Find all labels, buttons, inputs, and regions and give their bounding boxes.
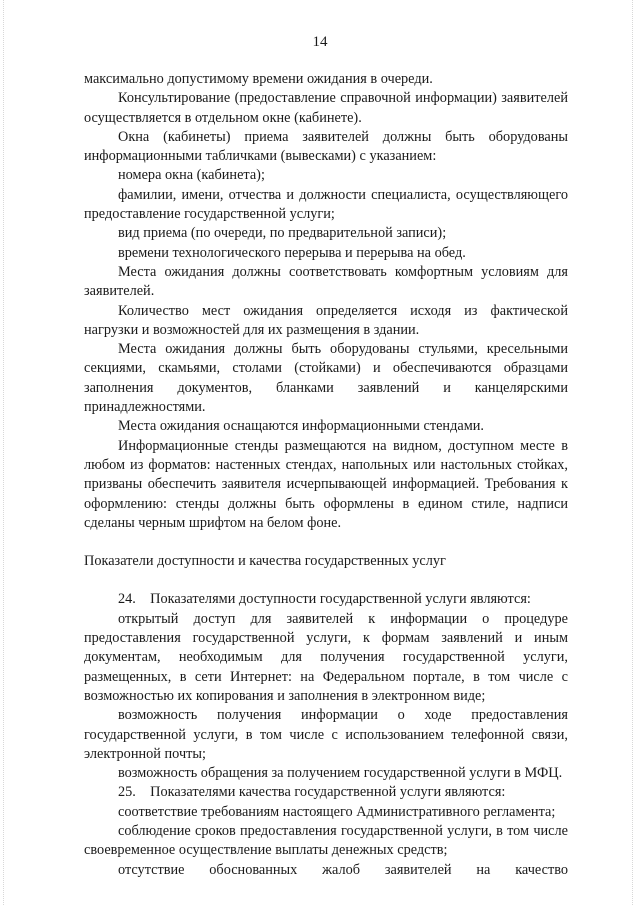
paragraph: 25. Показателями качества государственной услуги являются: — [118, 784, 506, 801]
paragraph: открытый доступ для заявителей к информации о процедуре предоставления государственной услуги, к формам заявлений и иным документам, необходимым для получения государственной услуги, размещенных, в сети Интернет: на Федеральном портале, в том числе с возможностью их копирования и заполнения в электронном виде; — [84, 610, 568, 704]
paragraph: Консультирование (предоставление справочной информации) заявителей осуществляется в отдельном окне (кабинете). — [84, 90, 568, 126]
paragraph: 24. Показателями доступности государственной услуги являются: — [118, 591, 531, 608]
left-scan-edge — [3, 0, 5, 905]
paragraphs-top — [84, 70, 568, 533]
paragraph: соблюдение сроков предоставления государственной услуги, в том числе своевременное осуществление выплаты денежных средств; — [84, 822, 568, 859]
page-number: 14 — [312, 34, 328, 50]
section-heading: Показатели доступности и качества государственных услуг — [84, 553, 446, 570]
paragraph: Места ожидания должны быть оборудованы стульями, кресельными секциями, скамьями, столами (стойками) и обеспечиваются образцами заполнения документов, бланками заявлений и канцелярскими принадлежностями. — [84, 341, 568, 416]
paragraph: времени технологического перерыва и перерыва на обед. — [118, 244, 466, 261]
paragraph: возможность получения информации о ходе предоставления государственной услуги, в том числе с использованием телефонной связи, электронной почты; — [84, 707, 568, 762]
paragraph: фамилии, имени, отчества и должности специалиста, осуществляющего предоставление государственной услуги; — [84, 186, 568, 223]
paragraph: Места ожидания оснащаются информационными стендами. — [118, 418, 484, 435]
paragraph: отсутствие обоснованных жалоб заявителей на качество — [118, 861, 568, 878]
paragraph: Информационные стенды размещаются на видном, доступном месте в любом из форматов: настенных стендах, напольных или настольных стойках, призваны обеспечить заявителя исчерпывающей информацией. Требования к оформлению: стенды должны быть оформлены в едином стиле, надписи сделаны черным шрифтом на белом фоне. — [84, 437, 568, 531]
paragraph: Места ожидания должны соответствовать комфортным условиям для заявителей. — [84, 263, 568, 300]
paragraph: максимально допустимому времени ожидания в очереди. — [84, 71, 433, 87]
paragraphs-bottom — [84, 590, 568, 879]
paragraph: возможность обращения за получением государственной услуги в МФЦ. — [118, 765, 563, 782]
paragraph: вид приема (по очереди, по предварительной записи); — [118, 225, 447, 242]
document-body — [84, 70, 568, 880]
paragraph: номера окна (кабинета); — [118, 167, 265, 184]
paragraph: Окна (кабинеты) приема заявителей должны быть оборудованы информационными табличками (вывесками) с указанием: — [84, 128, 568, 165]
paragraph: Количество мест ожидания определяется исходя из фактической нагрузки и возможностей для их размещения в здании. — [84, 302, 568, 338]
paragraph: соответствие требованиям настоящего Административного регламента; — [118, 803, 556, 820]
right-scan-edge — [632, 0, 634, 905]
